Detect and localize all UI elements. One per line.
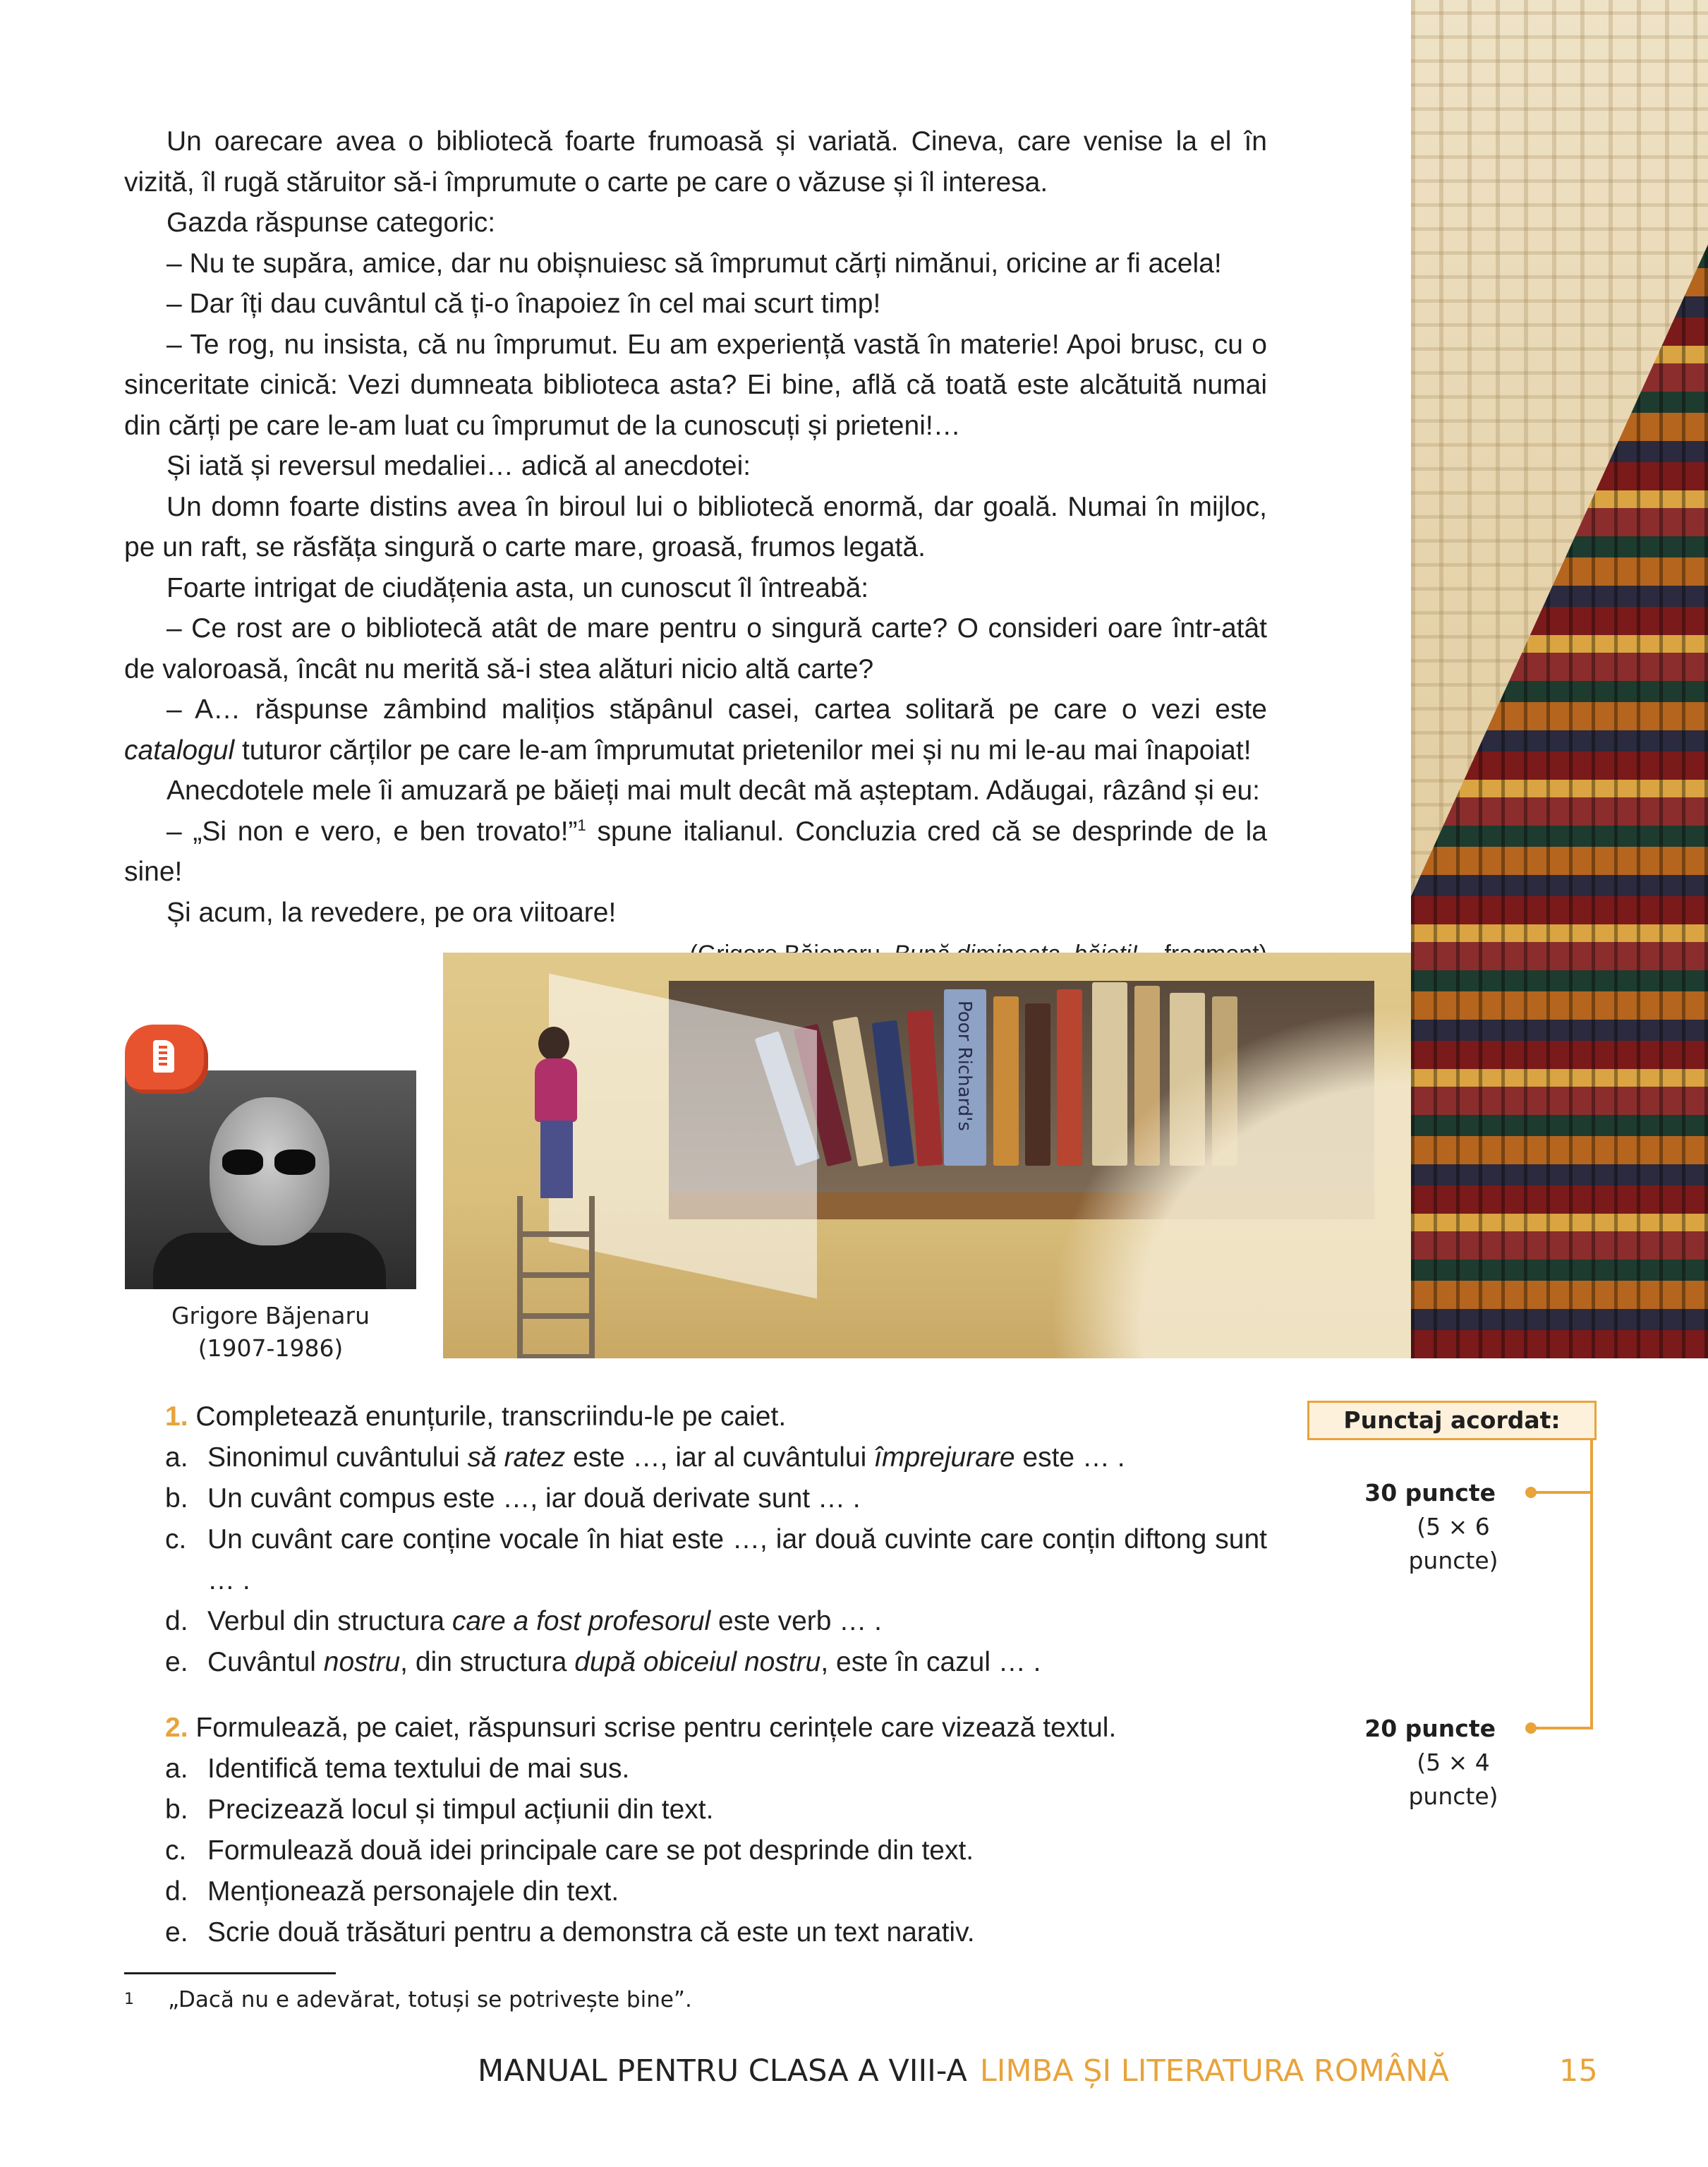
author-portrait — [125, 1070, 416, 1289]
exercise-number: 1. — [165, 1401, 188, 1432]
page-footer — [478, 2050, 1598, 2092]
score-breakdown: (5 × 4 puncte) — [1408, 1749, 1498, 1810]
exercise-2 — [124, 1708, 1267, 1953]
story-paragraph: Foarte intrigat de ciudățenia asta, un cunoscut îl întreabă: — [166, 572, 869, 603]
footer-manual: MANUAL PENTRU CLASA A VIII-A — [478, 2053, 967, 2089]
exercise-1 — [124, 1396, 1267, 1683]
footnote-ref: 1 — [577, 816, 586, 834]
illustration-fade — [988, 953, 1411, 1358]
story-paragraph: Gazda răspunse categoric: — [166, 207, 496, 238]
item-text: Verbul din structura care a fost profesorul este verb … . — [207, 1606, 882, 1636]
author-name: Grigore Băjenaru — [171, 1302, 370, 1329]
story-text — [124, 121, 1267, 972]
score-marker — [1525, 1487, 1537, 1498]
story-paragraph — [124, 689, 1267, 771]
bookshelf-illustration — [443, 953, 1411, 1358]
footer-subject: LIMBA ȘI LITERATURA ROMÂNĂ — [979, 2053, 1449, 2089]
author-years: (1907-1986) — [198, 1334, 344, 1362]
item-letter: e. — [165, 1917, 188, 1948]
author-caption — [125, 1300, 416, 1365]
exercise-title — [124, 1396, 1267, 1437]
painter-legs — [540, 1121, 573, 1198]
item-text: Sinonimul cuvântului să ratez este …, iar al cuvântului împrejurare este … . — [207, 1442, 1125, 1473]
book-spine-title: Poor Richard's — [954, 1001, 975, 1131]
story-paragraph: – Nu te supăra, amice, dar nu obișnuiesc să împrumut cărți nimănui, oricine ar fi acela! — [166, 248, 1222, 279]
exercise-item — [124, 1519, 1267, 1601]
footnote — [124, 1984, 692, 2015]
ladder — [517, 1196, 595, 1358]
item-text: Un cuvânt compus este …, iar două derivate sunt … . — [207, 1483, 861, 1514]
exercise-item — [124, 1912, 1267, 1953]
author-badge-icon — [125, 1025, 208, 1094]
item-text: Precizează locul și timpul acțiunii din text. — [207, 1794, 714, 1825]
exercise-item — [124, 1871, 1267, 1912]
painter-body — [535, 1058, 577, 1122]
item-letter: a. — [165, 1442, 188, 1473]
score-exercise-1 — [1340, 1476, 1524, 1578]
item-letter: b. — [165, 1483, 188, 1514]
story-paragraph: Un oarecare avea o bibliotecă foarte frumoasă și variată. Cineva, care venise la el în vizită, îl rugă stăruitor să-i împrumute o carte pe care o văzuse și îl interesa. — [124, 126, 1267, 198]
score-exercise-2 — [1340, 1712, 1524, 1813]
item-text: Menționează personajele din text. — [207, 1876, 619, 1907]
text-span: – A… răspunse zâmbind malițios stăpânul casei, cartea solitară pe care o vezi este — [166, 694, 1267, 725]
book-poor-richards — [944, 989, 986, 1166]
item-letter: d. — [165, 1606, 188, 1636]
item-letter: d. — [165, 1876, 188, 1907]
score-points: 30 puncte — [1364, 1479, 1496, 1507]
exercise-number: 2. — [165, 1713, 188, 1743]
score-marker — [1525, 1722, 1537, 1734]
story-paragraph: Și acum, la revedere, pe ora viitoare! — [166, 897, 617, 928]
item-letter: e. — [165, 1647, 188, 1677]
item-letter: c. — [165, 1835, 187, 1866]
item-letter: c. — [165, 1524, 187, 1555]
item-text: Un cuvânt care conține vocale în hiat este …, iar două cuvinte care conțin diftong sunt … . — [207, 1524, 1267, 1595]
story-paragraph: Și iată și reversul medaliei… adică al anecdotei: — [166, 451, 751, 481]
exercise-item — [124, 1437, 1267, 1478]
painter-head — [538, 1027, 569, 1061]
item-text: Identifică tema textului de mai sus. — [207, 1753, 630, 1784]
item-text: Scrie două trăsături pentru a demonstra că este un text narativ. — [207, 1917, 975, 1948]
story-paragraph: Un domn foarte distins avea în biroul lui o bibliotecă enormă, dar goală. Numai în mijloc, pe un raft, se răsfăța singură o carte mare, groasă, frumos legată. — [124, 491, 1267, 562]
item-text: Cuvântul nostru, din structura după obiceiul nostru, este în cazul … . — [207, 1647, 1041, 1677]
exercise-item — [124, 1830, 1267, 1871]
footnote-text: „Dacă nu e adevărat, totuși se potrivește bine”. — [168, 1987, 692, 2012]
score-connector — [1531, 1727, 1593, 1730]
score-connector — [1590, 1440, 1593, 1727]
text-span: – „Si non e vero, e ben trovato!” — [166, 816, 578, 847]
italic-word: catalogul — [124, 735, 235, 766]
book — [907, 1010, 943, 1166]
item-letter: a. — [165, 1753, 188, 1784]
text-span: spune italianul. Concluzia cred că se desprinde de la sine! — [124, 816, 1267, 887]
exercise-item — [124, 1642, 1267, 1683]
footnote-number: 1 — [124, 1991, 134, 2008]
story-paragraph: – Ce rost are o bibliotecă atât de mare pentru o singură carte? O consideri oare într-atât de valoroasă, încât nu merită să-i stea alături nicio altă carte? — [124, 613, 1267, 684]
story-paragraph: – Dar îți dau cuvântul că ți-o înapoiez în cel mai scurt timp! — [166, 289, 881, 319]
exercise-instruction: Completează enunțurile, transcriindu-le pe caiet. — [188, 1401, 787, 1432]
exercise-item — [124, 1601, 1267, 1642]
exercise-title — [124, 1708, 1267, 1749]
footnote-divider — [124, 1972, 336, 1974]
score-connector — [1531, 1491, 1593, 1494]
exercise-item — [124, 1478, 1267, 1519]
item-text: Formulează două idei principale care se pot desprinde din text. — [207, 1835, 974, 1866]
page-number: 15 — [1559, 2053, 1598, 2089]
score-breakdown: (5 × 6 puncte) — [1408, 1513, 1498, 1574]
text-span: tuturor cărților pe care le-am împrumutat prietenilor mei și nu mi le-au mai înapoiat! — [234, 735, 1252, 766]
portrait-glasses — [222, 1149, 317, 1175]
story-paragraph: Anecdotele mele îi amuzară pe băieți mai mult decât mă așteptam. Adăugai, râzând și eu: — [166, 775, 1261, 806]
exercise-instruction: Formulează, pe caiet, răspunsuri scrise pentru cerințele care vizează textul. — [188, 1713, 1117, 1743]
item-letter: b. — [165, 1794, 188, 1825]
score-points: 20 puncte — [1364, 1715, 1496, 1742]
exercise-item — [124, 1749, 1267, 1789]
story-paragraph — [124, 811, 1267, 893]
score-header: Punctaj acordat: — [1307, 1401, 1597, 1440]
story-paragraph: – Te rog, nu insista, că nu împrumut. Eu am experiență vastă în materie! Apoi brusc, cu o sinceritate cinică: Vezi dumneata biblioteca asta? Ei bine, află că toată este alcătuită numai din cărți pe care le-am luat cu împrumut de la cunoscuți și prieteni!… — [124, 329, 1267, 441]
exercise-item — [124, 1789, 1267, 1830]
